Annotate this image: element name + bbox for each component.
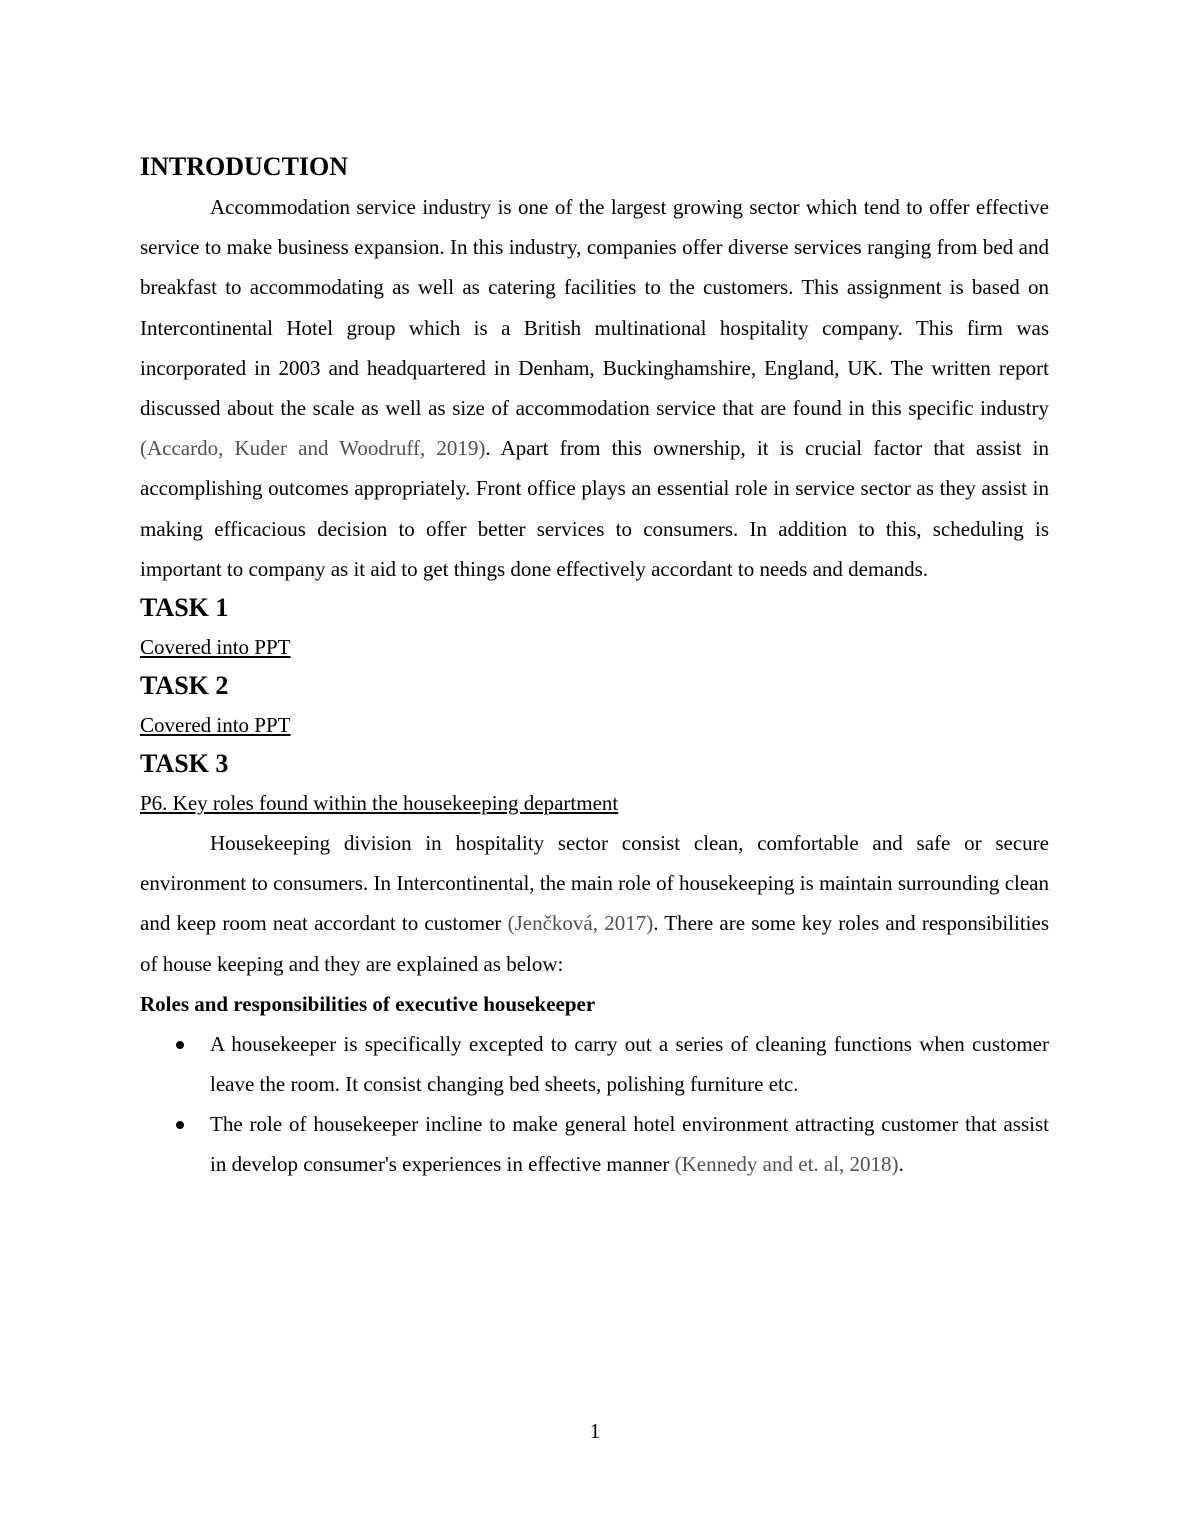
- bullet-icon: [176, 1041, 184, 1049]
- bullet-icon: [176, 1121, 184, 1129]
- task2-note: Covered into PPT: [140, 713, 291, 738]
- list-item: [140, 1104, 1049, 1184]
- task3-subheading: P6. Key roles found within the housekeeping department: [140, 791, 619, 816]
- list-item: [140, 1024, 1049, 1104]
- introduction-text-part1: Accommodation service industry is one of the largest growing sector which tend to offer effective service to make business expansion. In this industry, companies offer diverse services ranging from bed and breakfast to accommodating as well as catering facilities to the customers. This assignment is based on Intercontinental Hotel group which is a British multinational hospitality company. This firm was incorporated in 2003 and headquartered in Denham, Buckinghamshire, England, UK. The written report discussed about the scale as well as size of accommodation service that are found in this specific industry: [140, 195, 1049, 421]
- housekeeping-text-part1: Housekeeping division in hospitality sector consist clean, comfortable and safe or secure environment to consumers. In Intercontinental, the main role of housekeeping is maintain surrounding clean and keep room neat accordant to customer: [140, 831, 1049, 936]
- introduction-heading: INTRODUCTION: [140, 152, 349, 181]
- introduction-text-part2: . Apart from this ownership, it is crucial factor that assist in accomplishing outcomes appropriately. Front office plays an essential role in service sector as they assist in making efficacious decision to offer better services to consumers. In addition to this, scheduling is important to company as it aid to get things done effectively accordant to needs and demands.: [140, 436, 1049, 581]
- task3-heading: TASK 3: [140, 749, 229, 779]
- list-item-text: A housekeeper is specifically excepted to carry out a series of cleaning functions when customer leave the room. It consist changing bed sheets, polishing furniture etc.: [210, 1031, 1049, 1097]
- list-item-text: The role of housekeeper incline to make general hotel environment attracting customer that assist in develop consumer's experiences in effective manner: [210, 1112, 1049, 1177]
- task1-heading: TASK 1: [140, 593, 229, 623]
- introduction-citation: (Accardo, Kuder and Woodruff, 2019): [140, 436, 486, 461]
- task1-note: Covered into PPT: [140, 635, 291, 660]
- document-page: [140, 148, 1049, 1185]
- housekeeping-citation: (Jenčková, 2017): [507, 911, 654, 936]
- list-item-tail: .: [898, 1152, 904, 1177]
- housekeeping-text-part2: . There are some key roles and responsibilities of house keeping and they are explained as below:: [140, 911, 1050, 976]
- roles-list: [140, 1024, 1049, 1185]
- list-item-citation: (Kennedy and et. al, 2018): [674, 1152, 899, 1177]
- task2-heading: TASK 2: [140, 671, 229, 701]
- roles-heading: Roles and responsibilities of executive housekeeper: [140, 991, 596, 1016]
- housekeeping-paragraph: [140, 823, 1049, 984]
- page-number: 1: [589, 1419, 601, 1443]
- introduction-paragraph: [140, 187, 1049, 589]
